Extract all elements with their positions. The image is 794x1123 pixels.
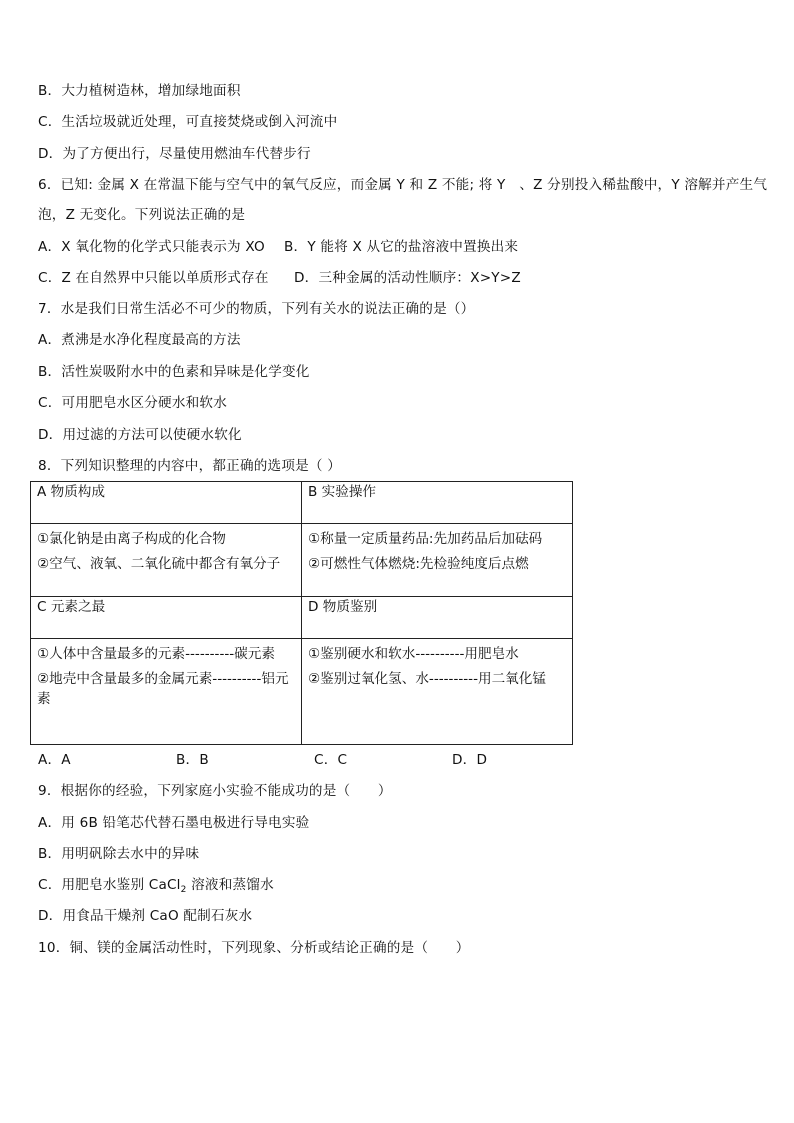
q5-option-c: C．生活垃圾就近处理，可直接焚烧或倒入河流中: [38, 114, 338, 130]
table-a-line2: ②空气、液氧、二氧化硫中都含有氧分子: [37, 556, 281, 572]
table-cell-b-title: B 实验操作: [302, 482, 573, 524]
q7-option-c: C．可用肥皂水区分硬水和软水: [38, 395, 228, 411]
q6-option-d: D．三种金属的活动性顺序：X>Y>Z: [294, 270, 521, 286]
table-cell-a-body: [31, 524, 302, 597]
table-cell-d-body: [302, 639, 573, 745]
q6-stem-line1: 6．已知: 金属 X 在常温下能与空气中的氧气反应，而金属 Y 和 Z 不能; 将 Y 、Z 分别投入稀盐酸中，Y 溶解并产生气: [38, 177, 768, 193]
q9-option-c-pre: C．用肥皂水鉴别 CaCl: [38, 877, 181, 893]
q5-option-b: B．大力植树造林，增加绿地面积: [38, 83, 241, 99]
q9-option-b: B．用明矾除去水中的异味: [38, 846, 200, 862]
q9-option-a: A．用 6B 铅笔芯代替石墨电极进行导电实验: [38, 815, 310, 831]
q9-option-c-post: 溶液和蒸馏水: [186, 877, 274, 893]
q6-option-b: B．Y 能将 X 从它的盐溶液中置换出来: [284, 239, 519, 255]
q9-stem: 9．根据你的经验，下列家庭小实验不能成功的是（ ）: [38, 783, 392, 799]
q7-stem: 7．水是我们日常生活必不可少的物质，下列有关水的说法正确的是（）: [38, 301, 475, 317]
q8-stem: 8．下列知识整理的内容中，都正确的选项是（ ）: [38, 458, 342, 474]
q7-option-d: D．用过滤的方法可以使硬水软化: [38, 427, 242, 443]
q8-option-b: B．B: [176, 752, 209, 768]
q7-option-b: B．活性炭吸附水中的色素和异味是化学变化: [38, 364, 310, 380]
q6-option-a: A．X 氧化物的化学式只能表示为 XO: [38, 239, 265, 255]
table-c-line2: ②地壳中含量最多的金属元素----------铝元素: [37, 671, 289, 707]
q6-stem-line2: 泡，Z 无变化。下列说法正确的是: [38, 207, 246, 223]
q8-knowledge-table: [30, 481, 573, 745]
q8-option-c: C．C: [314, 752, 348, 768]
table-cell-a-title: A 物质构成: [31, 482, 302, 524]
table-d-line2: ②鉴别过氧化氢、水----------用二氧化锰: [308, 671, 546, 687]
table-b-line1: ①称量一定质量药品:先加药品后加砝码: [308, 531, 543, 547]
q9-option-c-subscript: 2: [180, 885, 187, 895]
q10-stem: 10．铜、镁的金属活动性时，下列现象、分析或结论正确的是（ ）: [38, 940, 470, 956]
table-cell-d-title: D 物质鉴别: [302, 597, 573, 639]
table-a-line1: ①氯化钠是由离子构成的化合物: [37, 531, 226, 547]
q7-option-a: A．煮沸是水净化程度最高的方法: [38, 332, 241, 348]
table-cell-c-title: C 元素之最: [31, 597, 302, 639]
table-d-line1: ①鉴别硬水和软水----------用肥皂水: [308, 646, 519, 662]
q6-option-c: C．Z 在自然界中只能以单质形式存在: [38, 270, 269, 286]
q6-options-row1: [38, 237, 738, 257]
q9-option-d: D．用食品干燥剂 CaO 配制石灰水: [38, 908, 253, 924]
q8-option-d: D．D: [452, 752, 488, 768]
q6-options-row2: [38, 268, 738, 288]
q8-options-row: [38, 750, 738, 770]
table-b-line2: ②可燃性气体燃烧:先检验纯度后点燃: [308, 556, 529, 572]
q5-option-d: D．为了方便出行，尽量使用燃油车代替步行: [38, 146, 311, 162]
table-c-line1: ①人体中含量最多的元素----------碳元素: [37, 646, 275, 662]
q9-option-c: [38, 875, 274, 900]
table-cell-c-body: [31, 639, 302, 745]
q8-option-a: A．A: [38, 752, 71, 768]
table-cell-b-body: [302, 524, 573, 597]
